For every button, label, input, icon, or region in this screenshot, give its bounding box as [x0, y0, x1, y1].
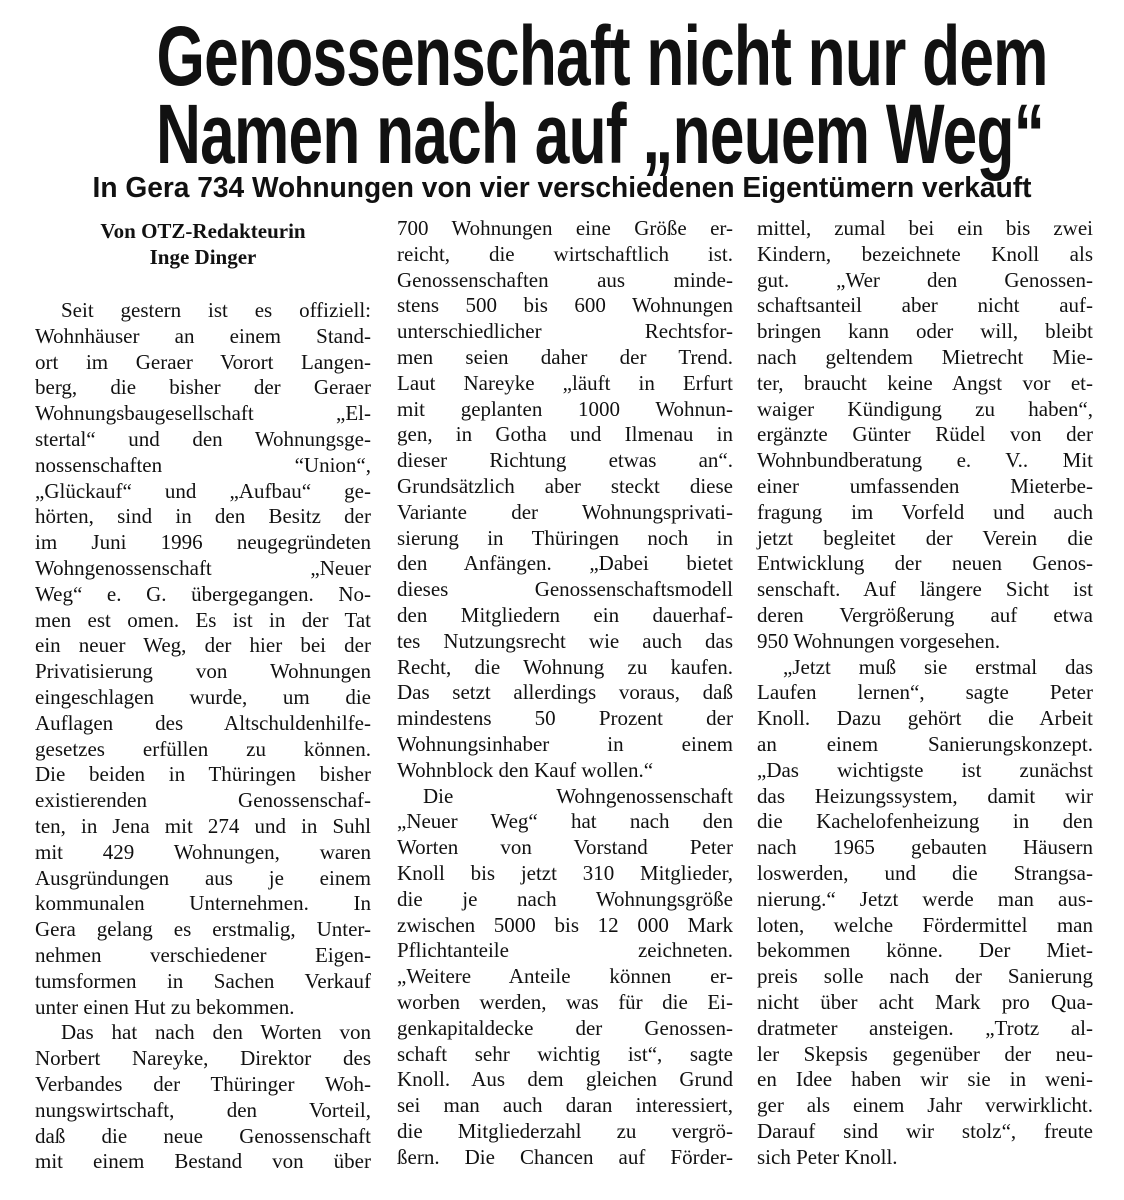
text-line: deren Vergrößerung auf etwa	[757, 602, 1093, 627]
text-line: Variante der Wohnungsprivati-	[397, 499, 733, 524]
text-line: ten, in Jena mit 274 und in Suhl	[35, 813, 371, 838]
text-line: gut. „Wer den Genossen-	[757, 267, 1093, 292]
text-line: senschaft. Auf längere Sicht ist	[757, 577, 1093, 602]
byline	[35, 218, 371, 270]
text-line: nossenschaften “Union“,	[35, 452, 371, 477]
text-line: preis solle nach der Sanierung	[757, 964, 1093, 989]
text-line: dieser Richtung etwas an“.	[397, 448, 733, 473]
text-line: mit 429 Wohnungen, waren	[35, 839, 371, 864]
text-line: mindestens 50 Prozent der	[397, 706, 733, 731]
headline-line-2	[0, 87, 1124, 181]
text-line: Pflichtanteile zeichneten.	[397, 938, 733, 963]
text-line: einer umfassenden Mieterbe-	[757, 473, 1093, 498]
text-line: hörten, sind in den Besitz der	[35, 504, 371, 529]
text-line: loten, welche Fördermittel man	[757, 912, 1093, 937]
text-line: dieses Genossenschaftsmodell	[397, 577, 733, 602]
text-line: mittel, zumal bei ein bis zwei	[757, 216, 1093, 240]
text-line: sierung in Thüringen noch in	[397, 525, 733, 550]
text-line: schaft sehr wichtig ist“, sagte	[397, 1041, 733, 1066]
text-line: unterschiedlicher Rechtsfor-	[397, 319, 733, 344]
text-line: stens 500 bis 600 Wohnungen	[397, 293, 733, 318]
text-line: nach geltendem Mietrecht Mie-	[757, 344, 1093, 369]
text-line: Knoll. Aus dem gleichen Grund	[397, 1067, 733, 1092]
text-line: Gera gelang es erstmalig, Unter-	[35, 917, 371, 942]
text-line: nicht über acht Mark pro Qua-	[757, 989, 1093, 1014]
text-line: den Anfängen. „Dabei bietet	[397, 551, 733, 576]
text-line: Worten von Vorstand Peter	[397, 835, 733, 860]
byline-author: Inge Dinger	[149, 245, 257, 269]
text-line: Entwicklung der neuen Genos-	[757, 551, 1093, 576]
text-line: berg, die bisher der Geraer	[35, 375, 371, 400]
text-line: ort im Geraer Vorort Langen-	[35, 349, 371, 374]
text-line: bringen kann oder will, bleibt	[757, 319, 1093, 344]
text-line: kommunalen Unternehmen. In	[35, 891, 371, 916]
text-line: Wohnhäuser an einem Stand-	[35, 323, 371, 348]
text-line: nach 1965 gebauten Häusern	[757, 835, 1093, 860]
text-line: loswerden, und die Strangsa-	[757, 860, 1093, 885]
text-line: tes Nutzungsrecht wie auch das	[397, 628, 733, 653]
text-line: 950 Wohnungen vorgesehen.	[757, 628, 1001, 653]
text-line: Privatisierung von Wohnungen	[35, 659, 371, 684]
text-line: fragung im Vorfeld und auch	[757, 499, 1093, 524]
text-line: men est omen. Es ist in der Tat	[35, 607, 371, 632]
text-line: worben werden, was für die Ei-	[397, 989, 733, 1014]
article-column-3	[757, 216, 1093, 1170]
text-line: mit geplanten 1000 Wohnun-	[397, 396, 733, 421]
text-line: genkapitaldecke der Genossen-	[397, 1015, 733, 1040]
text-line: zwischen 5000 bis 12 000 Mark	[397, 912, 733, 937]
text-line: schaftsanteil aber nicht auf-	[757, 293, 1093, 318]
text-line: Kindern, bezeichnete Knoll als	[757, 241, 1093, 266]
text-line: bekommen könne. Der Miet-	[757, 938, 1093, 963]
text-line: Auflagen des Altschuldenhilfe-	[35, 710, 371, 735]
text-line: dratmeter ansteigen. „Trotz al-	[757, 1015, 1093, 1040]
headline-line-1	[0, 9, 1124, 103]
text-line: „Glückauf“ und „Aufbau“ ge-	[35, 478, 371, 503]
text-line: ßern. Die Chancen auf Förder-	[397, 1144, 733, 1169]
text-line: die je nach Wohnungsgröße	[397, 886, 733, 911]
text-line: an einem Sanierungskonzept.	[757, 731, 1093, 756]
text-line: gesetzes erfüllen zu können.	[35, 736, 371, 761]
text-line: jetzt begleitet der Verein die	[757, 525, 1093, 550]
text-line: gen, in Gotha und Ilmenau in	[397, 422, 733, 447]
text-line: nehmen verschiedener Eigen-	[35, 942, 371, 967]
text-line: das Heizungssystem, damit wir	[757, 783, 1093, 808]
text-line: ergänzte Günter Rüdel von der	[757, 422, 1093, 447]
text-line: Verbandes der Thüringer Woh-	[35, 1071, 371, 1096]
article-column-2	[397, 216, 733, 1170]
text-line: den Mitgliedern ein dauerhaf-	[397, 602, 733, 627]
text-line: Knoll bis jetzt 310 Mitglieder,	[397, 860, 733, 885]
text-line: Weg“ e. G. übergegangen. No-	[35, 581, 371, 606]
text-line: eingeschlagen wurde, um die	[35, 684, 371, 709]
text-line: die Kachelofenheizung in den	[757, 809, 1093, 834]
text-line: existierenden Genossenschaf-	[35, 788, 371, 813]
text-line: Wohngenossenschaft „Neuer	[35, 555, 371, 580]
text-line: ein neuer Weg, der hier bei der	[35, 633, 371, 658]
headline-text: Genossenschaft nicht nur dem	[156, 9, 1048, 103]
text-line: mit einem Bestand von über	[35, 1149, 371, 1174]
text-line: Wohnungsbaugesellschaft „El-	[35, 401, 371, 426]
text-line: en Idee haben wir sie in weni-	[757, 1067, 1093, 1092]
text-line: ger als einem Jahr verwirklicht.	[757, 1093, 1093, 1118]
text-line: nungswirtschaft, den Vorteil,	[35, 1097, 371, 1122]
text-line: sich Peter Knoll.	[757, 1144, 898, 1169]
text-line: Ausgründungen aus je einem	[35, 865, 371, 890]
text-line: „Weitere Anteile können er-	[397, 964, 733, 989]
text-line: Wohnblock den Kauf wollen.“	[397, 757, 654, 782]
article-column-1	[35, 298, 371, 1175]
text-line: unter einen Hut zu bekommen.	[35, 994, 295, 1019]
text-line: Das setzt allerdings voraus, daß	[397, 680, 733, 705]
text-line: waiger Kündigung zu haben“,	[757, 396, 1093, 421]
text-line: nierung.“ Jetzt werde man aus-	[757, 886, 1093, 911]
text-line: stertal“ und den Wohnungsge-	[35, 426, 371, 451]
text-line: men seien daher der Trend.	[397, 344, 733, 369]
text-line: Laut Nareyke „läuft in Erfurt	[397, 370, 733, 395]
text-line: Norbert Nareyke, Direktor des	[35, 1046, 371, 1071]
text-line: Wohnungsinhaber in einem	[397, 731, 733, 756]
text-line: daß die neue Genossenschaft	[35, 1123, 371, 1148]
text-line: Wohnbundberatung e. V.. Mit	[757, 448, 1093, 473]
text-line: ter, braucht keine Angst vor et-	[757, 370, 1093, 395]
text-line: 700 Wohnungen eine Größe er-	[397, 216, 733, 240]
text-line: die Mitgliederzahl zu vergrö-	[397, 1118, 733, 1143]
text-line: Recht, die Wohnung zu kaufen.	[397, 654, 733, 679]
text-line: tumsformen in Sachen Verkauf	[35, 968, 371, 993]
text-line: Das hat nach den Worten von	[61, 1020, 371, 1045]
headline-text: Namen nach auf „neuem Weg“	[156, 87, 1045, 181]
byline-role: Von OTZ-Redakteurin	[100, 219, 306, 243]
text-line: Laufen lernen“, sagte Peter	[757, 680, 1093, 705]
subheadline-text: In Gera 734 Wohnungen von vier verschiedenen Eigentümern verkauft	[92, 172, 1032, 204]
text-line: „Das wichtigste ist zunächst	[757, 757, 1093, 782]
text-line: ler Skepsis gegenüber der neu-	[757, 1041, 1093, 1066]
text-line: Die beiden in Thüringen bisher	[35, 762, 371, 787]
text-line: Seit gestern ist es offiziell:	[61, 298, 371, 322]
text-line: im Juni 1996 neugegründeten	[35, 530, 371, 555]
text-line: Genossenschaften aus minde-	[397, 267, 733, 292]
text-line: „Jetzt muß sie erstmal das	[783, 654, 1093, 679]
text-line: Grundsätzlich aber steckt diese	[397, 473, 733, 498]
text-line: reicht, die wirtschaftlich ist.	[397, 241, 733, 266]
text-line: Knoll. Dazu gehört die Arbeit	[757, 706, 1093, 731]
text-line: „Neuer Weg“ hat nach den	[397, 809, 733, 834]
text-line: Darauf sind wir stolz“, freute	[757, 1118, 1093, 1143]
text-line: Die Wohngenossenschaft	[423, 783, 733, 808]
text-line: sei man auch daran interessiert,	[397, 1093, 733, 1118]
subheadline	[0, 172, 1124, 205]
